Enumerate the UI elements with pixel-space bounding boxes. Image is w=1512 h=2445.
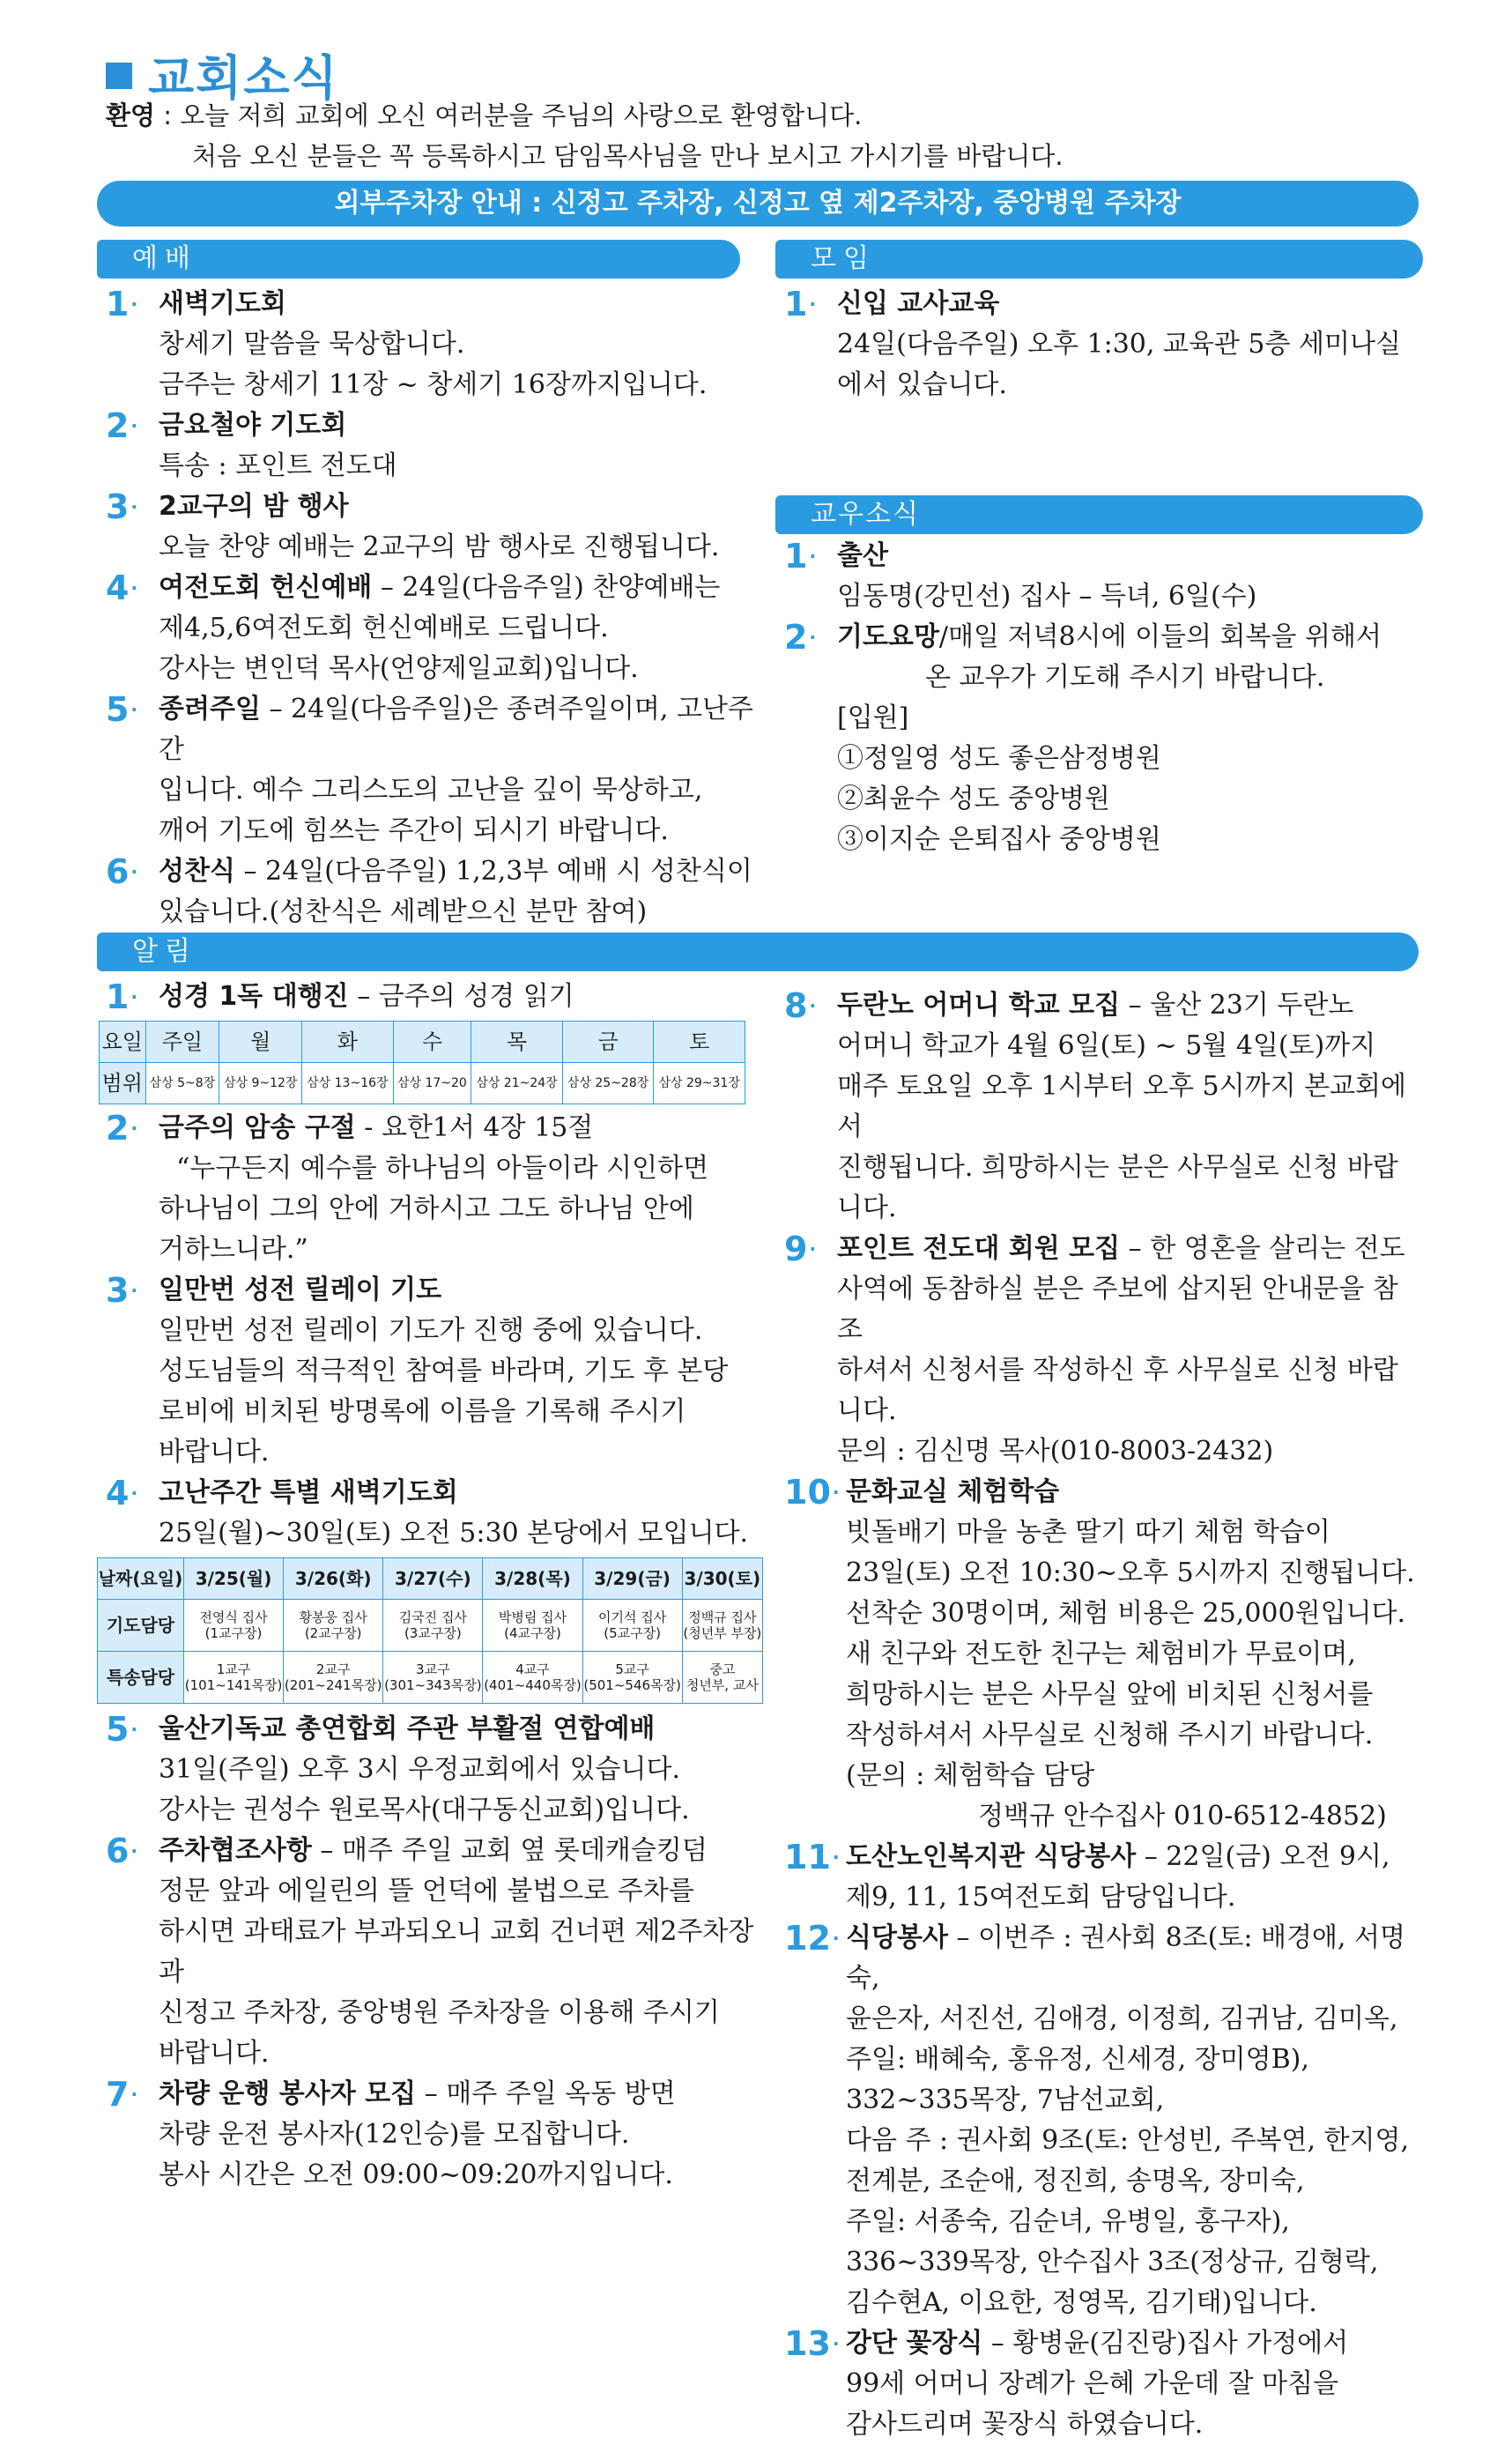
worship-section-header: 예배 <box>97 240 740 279</box>
table-cell: 3/26(화) <box>284 1558 383 1600</box>
cell-line: 5교구 <box>615 1661 649 1677</box>
item-heading <box>837 1229 1419 1269</box>
item-heading <box>837 617 1419 658</box>
cell-line: 1교구 <box>216 1661 251 1677</box>
item-body <box>837 284 1419 405</box>
item-body <box>159 1473 758 1554</box>
table-cell: 3/30(토) <box>682 1558 762 1600</box>
table-header-row <box>100 1022 745 1063</box>
item-title: 신입 교사교육 <box>837 288 1000 319</box>
dot-icon: · <box>809 1238 817 1260</box>
table-cell <box>284 1600 383 1652</box>
item-title: 종려주일 <box>159 694 261 725</box>
item-line: 진행됩니다. 희망하시는 분은 사무실로 신청 바랍니다. <box>837 1152 1398 1223</box>
item-line: (문의 : 체험학습 담당 <box>846 1760 1095 1791</box>
item-detail: – 22일(금) 오전 9시, <box>1136 1841 1390 1872</box>
dot-icon: · <box>130 294 138 315</box>
list-item <box>106 1831 758 2074</box>
worship-list <box>106 284 758 933</box>
table-cell: 특송담당 <box>98 1652 184 1704</box>
item-line: 금주는 창세기 11장 ~ 창세기 16장까지입니다. <box>159 369 708 400</box>
item-line: 봉사 시간은 오전 09:00~09:20까지입니다. <box>159 2159 673 2190</box>
item-heading <box>846 1918 1419 1999</box>
item-heading <box>159 487 758 527</box>
item-number: 2 · <box>106 406 138 445</box>
item-line: 윤은자, 서진선, 김애경, 이정희, 김귀남, 김미옥, <box>846 2003 1398 2034</box>
item-title: 2교구의 밤 행사 <box>159 491 349 522</box>
item-title: 새벽기도회 <box>159 288 286 319</box>
dot-icon: · <box>130 1118 138 1139</box>
item-line: 강사는 권성수 원로목사(대구동신교회)입니다. <box>159 1795 690 1825</box>
item-line: 25일(월)~30일(토) 오전 5:30 본당에서 모입니다. <box>159 1518 749 1549</box>
item-line: 어머니 학교가 4월 6일(토) ~ 5월 4일(토)까지 <box>837 1030 1376 1061</box>
cell-line: (1교구장) <box>204 1625 263 1641</box>
item-line: ③이지순 은퇴집사 중앙병원 <box>837 824 1161 855</box>
table-cell <box>682 1652 762 1704</box>
item-detail: – 황병윤(김진랑)집사 가정에서 <box>982 2328 1349 2359</box>
item-body <box>159 1270 758 1473</box>
item-title: 일만번 성전 릴레이 기도 <box>159 1275 442 1305</box>
item-number: 5 · <box>106 1710 138 1749</box>
cell-line: 전영식 집사 <box>199 1609 268 1625</box>
table-cell: 토 <box>654 1022 745 1063</box>
dot-icon: · <box>832 2333 840 2354</box>
table-cell: 삼상 13~16장 <box>302 1063 394 1104</box>
table-cell: 삼상 21~24장 <box>471 1063 563 1104</box>
table-cell <box>582 1652 682 1704</box>
item-line: 사역에 동참하실 분은 주보에 삽지된 안내문을 참조 <box>837 1274 1398 1345</box>
item-body <box>837 617 1419 860</box>
list-item <box>106 568 758 689</box>
item-title: 금요철야 기도회 <box>159 410 347 441</box>
dot-icon: · <box>130 577 138 598</box>
item-line: 강사는 변인덕 목사(언양제일교회)입니다. <box>159 653 639 684</box>
item-heading <box>159 1108 758 1148</box>
item-number: 1 · <box>106 285 138 323</box>
dot-icon: · <box>130 699 138 720</box>
item-line: 31일(주일) 오후 3시 우정교회에서 있습니다. <box>159 1754 681 1785</box>
parking-notice-bar: 외부주차장 안내 : 신정고 주차장, 신정고 옆 제2주차장, 중앙병원 주차장 <box>97 181 1419 227</box>
item-line: 다음 주 : 권사회 9조(토: 안성빈, 주복연, 한지영, <box>846 2125 1410 2156</box>
dot-icon: · <box>809 627 817 648</box>
item-heading <box>159 1831 758 1871</box>
item-line: 전계분, 조순애, 정진희, 송명옥, 장미숙, <box>846 2166 1305 2196</box>
item-number: 4 · <box>106 569 138 607</box>
item-line: 임동명(강민선) 집사 – 득녀, 6일(수) <box>837 581 1257 612</box>
cell-line: 박병림 집사 <box>498 1609 567 1625</box>
item-heading <box>837 284 1419 324</box>
item-title: 성찬식 <box>159 856 235 887</box>
cell-line: 이기석 집사 <box>597 1609 667 1625</box>
item-body <box>159 689 758 851</box>
item-line: 제9, 11, 15여전도회 담당입니다. <box>846 1882 1236 1913</box>
table-cell <box>383 1600 483 1652</box>
cell-line: (201~241목장) <box>284 1677 382 1693</box>
item-line: 김수현A, 이요한, 정영목, 김기태)입니다. <box>846 2287 1317 2318</box>
list-item <box>784 1837 1419 1918</box>
item-heading <box>159 284 758 324</box>
cell-line: 청년부, 교사 <box>686 1677 759 1693</box>
table-cell <box>183 1600 283 1652</box>
list-item <box>106 1270 758 1473</box>
table-cell <box>183 1652 283 1704</box>
table-header-row <box>98 1558 763 1600</box>
dot-icon: · <box>832 1847 840 1868</box>
item-line: 332~335목장, 7남선교회, <box>846 2085 1165 2115</box>
cell-line: 4교구 <box>515 1661 550 1677</box>
item-heading <box>846 1837 1419 1877</box>
dot-icon: · <box>130 1280 138 1301</box>
item-line: 하시면 과태료가 부과되오니 교회 건너편 제2주차장과 <box>159 1916 754 1988</box>
item-detail: – 24일(다음주일) 1,2,3부 예배 시 성찬식이 <box>234 856 752 887</box>
item-heading <box>159 1270 758 1311</box>
list-item <box>106 1473 758 1554</box>
item-line: 하나님이 그의 안에 거하시고 그도 하나님 안에 <box>159 1193 694 1224</box>
welcome-message: 환영 : 오늘 저희 교회에 오신 여러분을 주님의 사랑으로 환영합니다. 처음 오신 분들은 꼭 등록하시고 담임목사님을 만나 보시고 가시기를 바랍니다. <box>106 100 1064 171</box>
item-number: 13 · <box>784 2324 840 2363</box>
item-line: 성도님들의 적극적인 참여를 바라며, 기도 후 본당 <box>159 1356 729 1386</box>
item-line: 차량 운전 봉사자(12인승)를 모집합니다. <box>159 2119 630 2150</box>
table-cell: 3/27(수) <box>383 1558 483 1600</box>
item-line: 하셔서 신청서를 작성하신 후 사무실로 신청 바랍니다. <box>837 1355 1398 1426</box>
list-item <box>106 284 758 405</box>
item-heading <box>159 405 758 446</box>
table-row <box>100 1063 745 1104</box>
item-heading <box>159 1709 758 1750</box>
item-heading <box>846 2323 1419 2364</box>
table-cell <box>483 1600 582 1652</box>
dot-icon: · <box>130 986 138 1007</box>
item-line: 특송 : 포인트 전도대 <box>159 450 397 481</box>
list-item <box>784 1229 1419 1472</box>
dot-icon: · <box>809 995 817 1016</box>
dot-icon: · <box>130 1719 138 1740</box>
item-line: ②최윤수 성도 중앙병원 <box>837 784 1110 814</box>
list-item <box>784 617 1419 860</box>
meeting-list <box>784 284 1419 405</box>
item-line: 신정고 주차장, 중앙병원 주차장을 이용해 주시기 <box>159 1997 720 2028</box>
dot-icon: · <box>130 1840 138 1862</box>
item-number: 3 · <box>106 487 138 526</box>
welcome-label: 환영 <box>106 100 156 130</box>
item-body <box>846 1472 1419 1837</box>
cell-line: (401~440목장) <box>484 1677 582 1693</box>
item-line: 24일(다음주일) 오후 1:30, 교육관 5층 세미나실 <box>837 329 1401 360</box>
item-body <box>837 536 1419 617</box>
item-line: 있습니다.(성찬식은 세례받으신 분만 참여) <box>159 896 648 927</box>
dawn-prayer-table <box>97 1557 763 1704</box>
table-cell: 요일 <box>100 1022 146 1063</box>
item-title: 도산노인복지관 식당봉사 <box>846 1841 1137 1872</box>
list-item <box>784 1472 1419 1837</box>
item-detail: - 요한1서 4장 15절 <box>355 1112 594 1143</box>
item-line: 입니다. 예수 그리스도의 고난을 깊이 묵상하고, <box>159 775 703 806</box>
item-line: 매주 토요일 오후 1시부터 오후 5시까지 본교회에서 <box>837 1071 1407 1142</box>
table-cell: 월 <box>219 1022 302 1063</box>
item-number: 2 · <box>106 1109 138 1148</box>
item-detail: – 매주 주일 옥동 방면 <box>416 2078 676 2109</box>
table-cell: 수 <box>393 1022 471 1063</box>
item-line: 문의 : 김신명 목사(010-8003-2432) <box>837 1436 1274 1467</box>
item-line: 정문 앞과 에일린의 뜰 언덕에 불법으로 주차를 <box>159 1876 694 1906</box>
item-body <box>159 851 758 933</box>
meeting-section-header: 모임 <box>775 240 1423 279</box>
table-cell: 주일 <box>145 1022 219 1063</box>
item-title: 문화교실 체험학습 <box>846 1476 1060 1507</box>
list-item <box>784 536 1419 617</box>
item-line: 선착순 30명이며, 체험 비용은 25,000원입니다. <box>846 1598 1406 1629</box>
table-cell <box>582 1600 682 1652</box>
item-number: 5 · <box>106 690 138 729</box>
item-body <box>846 2323 1419 2445</box>
item-number: 7 · <box>106 2075 138 2114</box>
cell-line: (301~343목장) <box>384 1677 482 1693</box>
list-item <box>106 689 758 851</box>
item-number: 4 · <box>106 1474 138 1512</box>
item-title: 식당봉사 <box>846 1922 948 1953</box>
notice-left-column <box>98 977 762 2196</box>
item-line: 일만번 성전 릴레이 기도가 진행 중에 있습니다. <box>159 1315 703 1346</box>
dot-icon: · <box>809 294 817 315</box>
cell-line: (4교구장) <box>504 1625 561 1641</box>
item-detail: – 이번주 : 권사회 8조(토: 배경애, 서명숙, <box>846 1922 1405 1994</box>
item-heading <box>837 985 1419 1026</box>
table-cell: 삼상 17~20 <box>393 1063 471 1104</box>
item-line: 주일: 서종숙, 김순녀, 유병일, 홍구자), <box>846 2206 1290 2237</box>
item-line: 창세기 말씀을 묵상합니다. <box>159 329 465 360</box>
item-body <box>159 568 758 689</box>
cell-line: (청년부 부장) <box>683 1625 762 1641</box>
item-body <box>159 1108 758 1270</box>
item-body <box>159 2074 758 2196</box>
list-item <box>784 1918 1419 2323</box>
item-heading <box>837 536 1419 576</box>
table-row <box>98 1600 763 1652</box>
item-heading <box>846 1472 1419 1512</box>
cell-line: (3교구장) <box>404 1625 462 1641</box>
dot-icon: · <box>130 861 138 882</box>
item-body <box>159 284 758 405</box>
table-cell <box>284 1652 383 1704</box>
cell-line: 3교구 <box>416 1661 450 1677</box>
item-title: 금주의 암송 구절 <box>159 1112 356 1143</box>
cell-line: (2교구장) <box>304 1625 362 1641</box>
item-line: 새 친구와 전도한 친구는 체험비가 무료이며, <box>846 1639 1356 1669</box>
item-line: 23일(토) 오전 10:30~오후 5시까지 진행됩니다. <box>846 1557 1415 1588</box>
item-line: 깨어 기도에 힘쓰는 주간이 되시기 바랍니다. <box>159 815 669 846</box>
item-detail: – 24일(다음주일)은 종려주일이며, 고난주간 <box>159 694 753 765</box>
dot-icon: · <box>130 415 138 436</box>
dot-icon: · <box>130 496 138 517</box>
item-line: 99세 어머니 장례가 은혜 가운데 잘 마침을 <box>846 2368 1339 2399</box>
item-body <box>159 405 758 487</box>
bible-reading-table <box>99 1021 745 1104</box>
item-title: 기도요망 <box>837 621 939 652</box>
item-line: 작성하셔서 사무실로 신청해 주시기 바랍니다. <box>846 1720 1374 1750</box>
item-title: 여전도회 헌신예배 <box>159 572 373 603</box>
item-number: 1 · <box>784 285 817 323</box>
cell-line: 김국진 집사 <box>398 1609 467 1625</box>
list-item <box>106 405 758 487</box>
list-item <box>106 2074 758 2196</box>
item-body <box>159 1831 758 2074</box>
table-cell <box>682 1600 762 1652</box>
item-number: 10 · <box>784 1473 840 1512</box>
item-title: 두란노 어머니 학교 모집 <box>837 990 1121 1021</box>
item-heading <box>159 568 758 608</box>
item-number: 1 · <box>784 537 817 576</box>
table-cell: 삼상 25~28장 <box>562 1063 654 1104</box>
table-cell: 3/29(금) <box>582 1558 682 1600</box>
item-detail: – 한 영혼을 살리는 전도 <box>1120 1233 1405 1264</box>
item-detail: – 24일(다음주일) 찬양예배는 <box>372 572 721 603</box>
dot-icon: · <box>809 546 817 567</box>
notice-section-header: 알림 <box>97 933 1419 971</box>
cell-line: 황봉웅 집사 <box>299 1609 367 1625</box>
item-line: 오늘 찬양 예배는 2교구의 밤 행사로 진행됩니다. <box>159 531 720 562</box>
item-number: 6 · <box>106 1832 138 1870</box>
square-bullet-icon <box>106 63 132 89</box>
item-number: 9 · <box>784 1230 817 1268</box>
list-item <box>106 1108 758 1270</box>
item-heading <box>159 689 758 770</box>
table-cell: 목 <box>471 1022 563 1063</box>
dot-icon: · <box>130 1483 138 1504</box>
item-number: 11 · <box>784 1838 840 1876</box>
item-line: 온 교우가 기도해 주시기 바랍니다. <box>925 662 1325 693</box>
item-detail: /매일 저녁8시에 이들의 회복을 위해서 <box>938 621 1382 652</box>
table-cell: 기도담당 <box>98 1600 184 1652</box>
table-cell: 삼상 5~8장 <box>145 1063 219 1104</box>
table-cell <box>383 1652 483 1704</box>
cell-line: 2교구 <box>315 1661 351 1677</box>
cell-line: 중고 <box>709 1661 736 1677</box>
table-cell: 삼상 29~31장 <box>654 1063 745 1104</box>
item-detail: – 울산 23기 두란노 <box>1120 990 1354 1021</box>
item-line: ①정일영 성도 좋은삼정병원 <box>837 743 1161 774</box>
list-item <box>106 1709 758 1831</box>
item-line: 로비에 비치된 방명록에 이름을 기록해 주시기 <box>159 1396 686 1427</box>
table-cell: 금 <box>562 1022 654 1063</box>
item-number: 6 · <box>106 852 138 891</box>
cell-line: (101~141목장) <box>184 1677 283 1693</box>
item-line: 336~339목장, 안수집사 3조(정상규, 김형락, <box>846 2247 1379 2278</box>
item-line: 거하느니라.” <box>159 1234 308 1265</box>
page-title: 교회소식 <box>106 41 339 108</box>
list-item <box>106 851 758 933</box>
item-number: 2 · <box>784 618 817 657</box>
item-title: 출산 <box>837 540 888 571</box>
item-detail: – 매주 주일 교회 옆 롯데캐슬킹덤 <box>311 1835 708 1866</box>
table-cell: 3/28(목) <box>483 1558 582 1600</box>
list-item <box>106 487 758 568</box>
item-body <box>159 487 758 568</box>
item-title: 차량 운행 봉사자 모집 <box>159 2078 417 2109</box>
item-number: 12 · <box>784 1919 840 1958</box>
item-body <box>837 985 1419 1229</box>
item-line: 바랍니다. <box>159 1437 270 1468</box>
list-item <box>784 284 1419 405</box>
cell-line: (5교구장) <box>604 1625 661 1641</box>
notice-right-column <box>784 985 1419 2445</box>
item-line: 에서 있습니다. <box>837 369 1007 400</box>
list-item <box>784 985 1419 1229</box>
item-body <box>159 1709 758 1831</box>
dot-icon: · <box>832 1928 840 1949</box>
item-body <box>837 1229 1419 1472</box>
item-heading <box>159 2074 758 2114</box>
item-title: 포인트 전도대 회원 모집 <box>837 1233 1121 1264</box>
item-line: 제4,5,6여전도회 헌신예배로 드립니다. <box>159 613 609 643</box>
cell-line: 정백규 집사 <box>688 1609 757 1625</box>
members-section-header: 교우소식 <box>775 495 1423 534</box>
table-cell: 삼상 9~12장 <box>219 1063 302 1104</box>
table-cell <box>483 1652 582 1704</box>
item-line: 바랍니다. <box>159 2038 270 2069</box>
item-line: 감사드리며 꽃장식 하였습니다. <box>846 2409 1204 2440</box>
item-body <box>846 1837 1419 1918</box>
item-body <box>846 1918 1419 2323</box>
item-heading <box>159 851 758 892</box>
notice-item-1: 1 · 성경 1독 대행진 – 금주의 성경 읽기 <box>106 977 574 1016</box>
item-line: 정백규 안수집사 010-6512-4852) <box>978 1801 1387 1832</box>
item-number: 3 · <box>106 1271 138 1310</box>
members-list <box>784 536 1419 860</box>
item-line: [입원] <box>837 702 909 733</box>
list-item <box>784 2323 1419 2445</box>
table-cell: 범위 <box>100 1063 146 1104</box>
table-cell: 날짜(요일) <box>98 1558 184 1600</box>
item-title: 고난주간 특별 새벽기도회 <box>159 1477 458 1508</box>
dot-icon: · <box>130 2084 138 2105</box>
table-cell: 화 <box>302 1022 394 1063</box>
item-title: 울산기독교 총연합회 주관 부활절 연합예배 <box>159 1713 656 1744</box>
item-line: “누구든지 예수를 하나님의 아들이라 시인하면 <box>176 1153 709 1184</box>
cell-line: (501~546목장) <box>583 1677 681 1693</box>
item-heading <box>159 1473 758 1513</box>
item-line: 주일: 배혜숙, 홍유정, 신세경, 장미영B), <box>846 2044 1309 2075</box>
item-line: 희망하시는 분은 사무실 앞에 비치된 신청서를 <box>846 1679 1374 1710</box>
dot-icon: · <box>832 1482 840 1503</box>
table-cell: 3/25(월) <box>183 1558 283 1600</box>
item-line: 빗돌배기 마을 농촌 딸기 따기 체험 학습이 <box>846 1517 1330 1548</box>
table-row <box>98 1652 763 1704</box>
item-number: 8 · <box>784 986 817 1025</box>
item-title: 강단 꽃장식 <box>846 2328 983 2359</box>
item-title: 주차협조사항 <box>159 1835 312 1866</box>
